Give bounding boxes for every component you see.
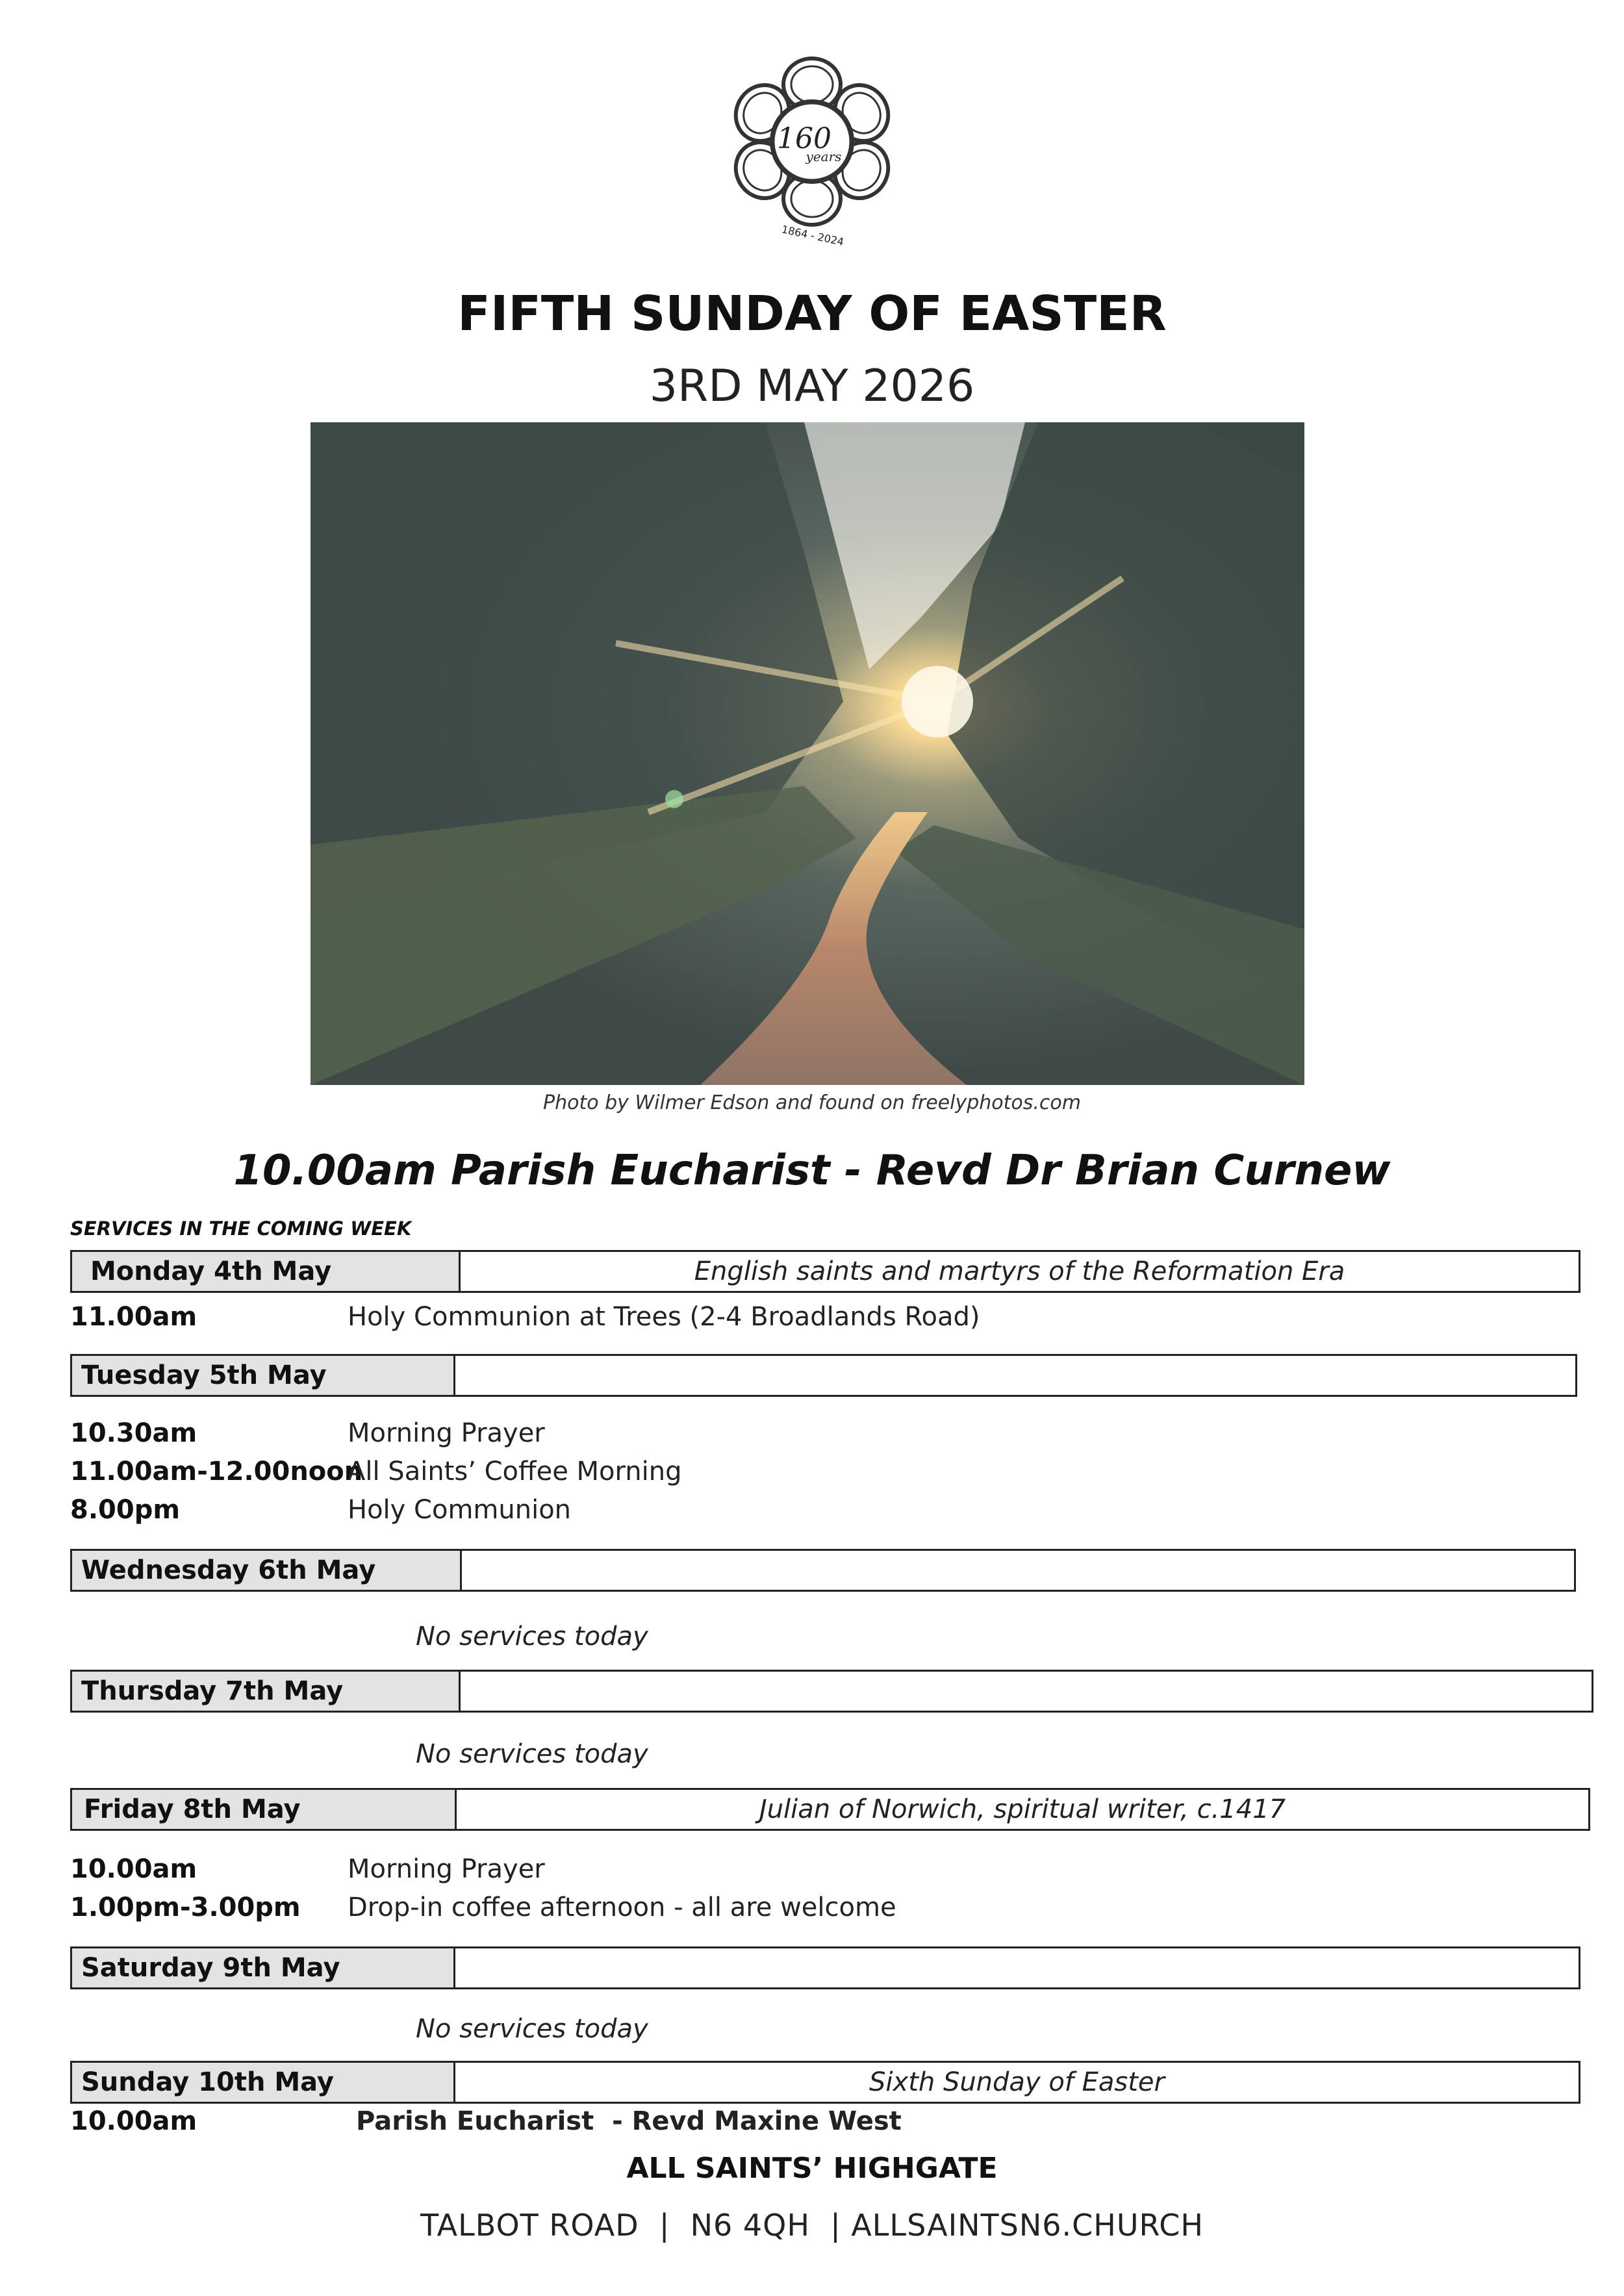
road-sunrise-photo — [311, 422, 1304, 1085]
service-desc: Morning Prayer — [348, 1418, 545, 1448]
page-title: FIFTH SUNDAY OF EASTER — [457, 286, 1167, 342]
service-time: 10.00am — [70, 2106, 197, 2136]
service-time: 10.30am — [70, 1418, 197, 1448]
feast-label — [455, 1356, 1575, 1395]
feast-label — [461, 1672, 1592, 1711]
feast-label: English saints and martyrs of the Reformation Era — [694, 1256, 1345, 1286]
service-time: 1.00pm-3.00pm — [70, 1893, 301, 1922]
day-label: Thursday 7th May — [72, 1672, 461, 1711]
service-date: 3RD MAY 2026 — [649, 361, 975, 412]
main-service-heading: 10.00am Parish Eucharist - Revd Dr Brian Curnew — [233, 1147, 1391, 1195]
svg-text:1864 - 2024: 1864 - 2024 — [780, 223, 845, 249]
day-bar-saturday — [70, 1946, 1580, 1989]
no-services-note: No services today — [416, 1622, 648, 1652]
service-time: 8.00pm — [70, 1495, 181, 1525]
day-label: Monday 4th May — [72, 1252, 461, 1291]
day-label: Friday 8th May — [72, 1790, 457, 1829]
feast-label: Sixth Sunday of Easter — [869, 2067, 1165, 2097]
feast-label: Julian of Norwich, spiritual writer, c.1417 — [759, 1794, 1286, 1824]
day-label: Tuesday 5th May — [72, 1356, 455, 1395]
anniversary-logo — [715, 44, 909, 259]
service-desc: Parish Eucharist - Revd Maxine West — [356, 2106, 902, 2136]
day-label: Sunday 10th May — [72, 2063, 455, 2102]
service-desc: Holy Communion — [348, 1495, 572, 1525]
service-desc: All Saints’ Coffee Morning — [348, 1457, 682, 1486]
day-label: Wednesday 6th May — [72, 1551, 462, 1590]
day-bar-friday — [70, 1788, 1590, 1831]
day-bar-tuesday — [70, 1354, 1577, 1397]
photo-caption: Photo by Wilmer Edson and found on freelyphotos.com — [543, 1091, 1081, 1114]
day-bar-sunday — [70, 2061, 1580, 2104]
service-desc: Morning Prayer — [348, 1854, 545, 1884]
day-label: Saturday 9th May — [72, 1948, 455, 1987]
day-bar-monday — [70, 1250, 1580, 1293]
church-name: ALL SAINTS’ HIGHGATE — [626, 2152, 998, 2185]
no-services-note: No services today — [416, 1739, 648, 1769]
service-time: 11.00am-12.00noon — [70, 1457, 363, 1486]
svg-text:160: 160 — [777, 122, 831, 155]
service-time: 10.00am — [70, 1854, 197, 1884]
service-time: 11.00am — [70, 1302, 197, 1332]
service-desc: Drop-in coffee afternoon - all are welcome — [348, 1893, 896, 1922]
day-bar-wednesday — [70, 1549, 1576, 1592]
feast-label — [455, 1948, 1579, 1987]
feast-label — [462, 1551, 1574, 1590]
svg-text:years: years — [806, 149, 842, 164]
service-desc: Holy Communion at Trees (2-4 Broadlands Road) — [348, 1302, 980, 1332]
coming-week-heading: SERVICES IN THE COMING WEEK — [70, 1218, 412, 1240]
day-bar-thursday — [70, 1670, 1593, 1713]
church-address: TALBOT ROAD | N6 4QH | ALLSAINTSN6.CHURCH — [420, 2208, 1204, 2243]
no-services-note: No services today — [416, 2014, 648, 2044]
